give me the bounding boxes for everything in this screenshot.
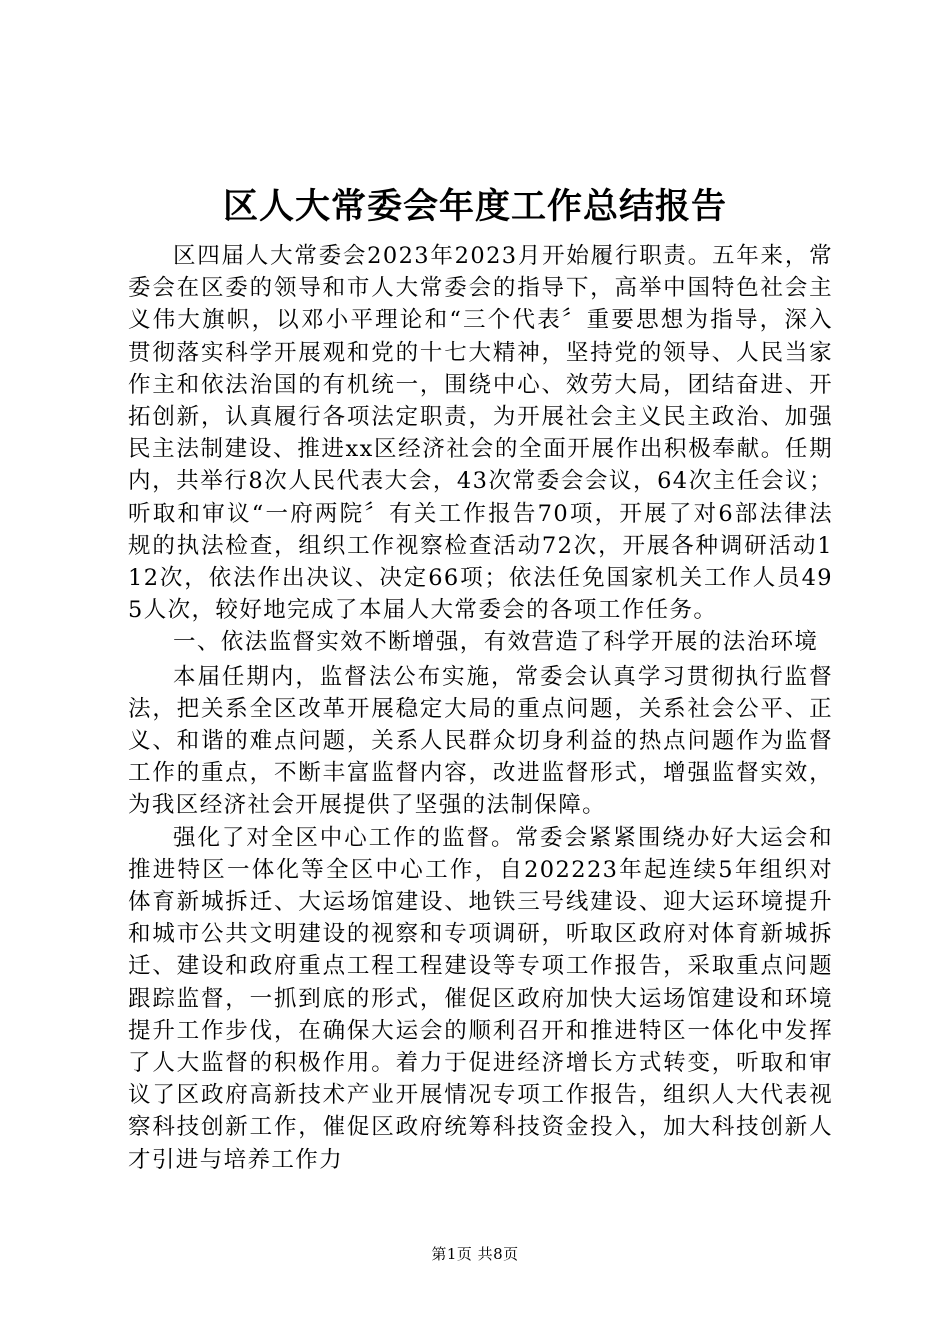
paragraph-central-work: 强化了对全区中心工作的监督。常委会紧紧围绕办好大运会和推进特区一体化等全区中心工作，自202223年起连续5年组织对体育新城拆迁、大运场馆建设、地铁三号线建设、迎大运环境提升和城市公共文明建设的视察和专项调研，听取区政府对体育新城拆迁、建设和政府重点工程工程建设等专项工作报告，采取重点问题跟踪监督，一抓到底的形式，催促区政府加快大运场馆建设和环境提升工作步伐，在确保大运会的顺利召开和推进特区一体化中发挥了人大监督的积极作用。着力于促进经济增长方式转变，听取和审议了区政府高新技术产业开展情况专项工作报告，组织人大代表视察科技创新工作，催促区政府统筹科技资金投入，加大科技创新人才引进与培养工作力 xyxy=(128,824,833,1173)
page-footer xyxy=(0,1243,950,1265)
document-body xyxy=(128,240,833,1176)
paragraph-supervision: 本届任期内，监督法公布实施，常委会认真学习贯彻执行监督法，把关系全区改革开展稳定大局的重点问题，关系社会公平、正义、和谐的难点问题，关系人民群众切身利益的热点问题作为监督工作的重点，不断丰富监督内容，改进监督形式，增强监督实效，为我区经济社会开展提供了坚强的法制保障。 xyxy=(128,663,833,819)
page-number: 第1页 共8页 xyxy=(431,1245,519,1263)
section-heading-1: 一、依法监督实效不断增强，有效营造了科学开展的法治环境 xyxy=(173,629,819,656)
document-title: 区人大常委会年度工作总结报告 xyxy=(222,186,727,227)
paragraph-intro: 区四届人大常委会2023年2023月开始履行职责。五年来，常委会在区委的领导和市人大常委会的指导下，高举中国特色社会主义伟大旗帜，以邓小平理论和“三个代表〞重要思想为指导，深入贯彻落实科学开展观和党的十七大精神，坚持党的领导、人民当家作主和依法治国的有机统一，围绕中心、效劳大局，团结奋进、开拓创新，认真履行各项法定职责，为开展社会主义民主政治、加强民主法制建设、推进xx区经济社会的全面开展作出积极奉献。任期内，共举行8次人民代表大会，43次常委会会议，64次主任会议；听取和审议“一府两院〞有关工作报告70项，开展了对6部法律法规的执法检查，组织工作视察检查活动72次，开展各种调研活动112次，依法作出决议、决定66项；依法任免国家机关工作人员495人次，较好地完成了本届人大常委会的各项工作任务。 xyxy=(128,243,833,624)
